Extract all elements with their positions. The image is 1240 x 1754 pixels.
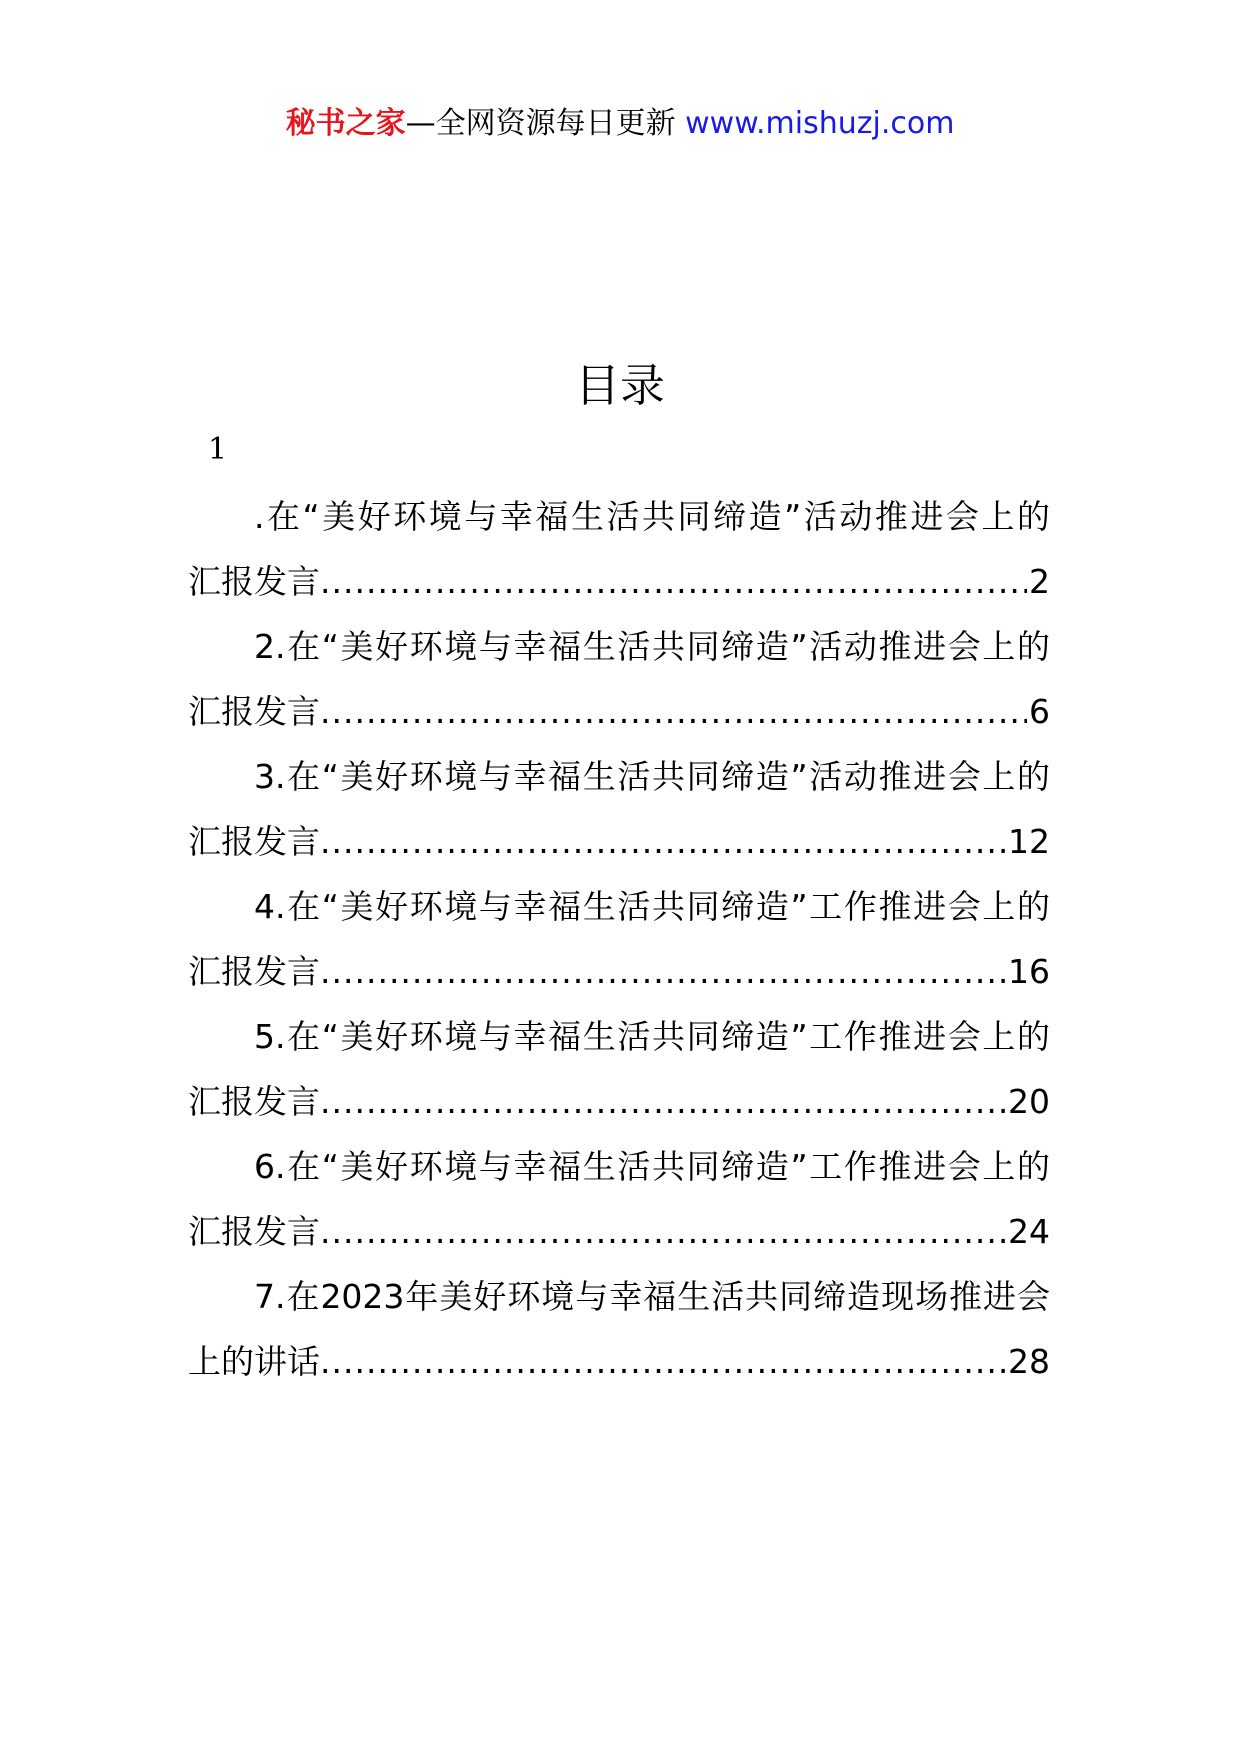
toc-entry-continuation [188, 550, 1050, 614]
toc-entry-title: 6.在“美好环境与幸福生活共同缔造”工作推进会上的 [254, 1147, 1050, 1186]
toc-entry-title: 5.在“美好环境与幸福生活共同缔造”工作推进会上的 [254, 1017, 1050, 1056]
toc-entry[interactable] [188, 744, 1050, 874]
toc-entry[interactable] [188, 614, 1050, 744]
toc-dot-leader [320, 1070, 1006, 1134]
toc-entry-title-cont: 汇报发言 [188, 692, 320, 731]
toc-entry-title: 4.在“美好环境与幸福生活共同缔造”工作推进会上的 [254, 887, 1050, 926]
toc-entry-title: 7.在2023年美好环境与幸福生活共同缔造现场推进会 [254, 1277, 1050, 1316]
toc-page-number: 6 [1029, 692, 1050, 731]
toc-entry[interactable] [188, 484, 1050, 614]
toc-entry[interactable] [188, 1134, 1050, 1264]
toc-dot-leader [320, 940, 1006, 1004]
toc-entry-continuation [188, 1070, 1050, 1134]
toc-page-number: 20 [1008, 1082, 1050, 1121]
toc-page-number: 28 [1008, 1342, 1050, 1381]
toc-page-number: 16 [1008, 952, 1050, 991]
toc-entry-title-cont: 上的讲话 [188, 1342, 320, 1381]
toc-entry-title: 2.在“美好环境与幸福生活共同缔造”活动推进会上的 [254, 627, 1050, 666]
toc-dot-leader [320, 1200, 1006, 1264]
toc-entry-continuation [188, 1330, 1050, 1394]
toc-entry-title-cont: 汇报发言 [188, 822, 320, 861]
stray-number: 1 [208, 432, 228, 467]
site-tagline: —全网资源每日更新 [405, 106, 676, 141]
toc-dot-leader [320, 1330, 1006, 1394]
toc-entry[interactable] [188, 874, 1050, 1004]
toc-entry-continuation [188, 940, 1050, 1004]
toc-dot-leader [320, 810, 1006, 874]
site-header [0, 100, 1240, 148]
site-url-link[interactable]: www.mishuzj.com [685, 106, 955, 141]
table-of-contents [188, 484, 1050, 1394]
toc-title: 目录 [574, 359, 665, 412]
toc-entry-continuation [188, 810, 1050, 874]
toc-entry-title: 3.在“美好环境与幸福生活共同缔造”活动推进会上的 [254, 757, 1050, 796]
toc-dot-leader [320, 680, 1027, 744]
toc-entry-title: .在“美好环境与幸福生活共同缔造”活动推进会上的 [254, 497, 1050, 536]
toc-entry[interactable] [188, 1264, 1050, 1394]
toc-page-number: 12 [1008, 822, 1050, 861]
toc-entry-continuation [188, 1200, 1050, 1264]
toc-entry-title-cont: 汇报发言 [188, 952, 320, 991]
toc-entry-title-cont: 汇报发言 [188, 1212, 320, 1251]
site-brand: 秘书之家 [285, 106, 406, 141]
toc-entry-title-cont: 汇报发言 [188, 562, 320, 601]
toc-entry-continuation [188, 680, 1050, 744]
toc-entry[interactable] [188, 1004, 1050, 1134]
toc-page-number: 2 [1029, 562, 1050, 601]
toc-page-number: 24 [1008, 1212, 1050, 1251]
toc-entry-title-cont: 汇报发言 [188, 1082, 320, 1121]
toc-dot-leader [320, 550, 1027, 614]
